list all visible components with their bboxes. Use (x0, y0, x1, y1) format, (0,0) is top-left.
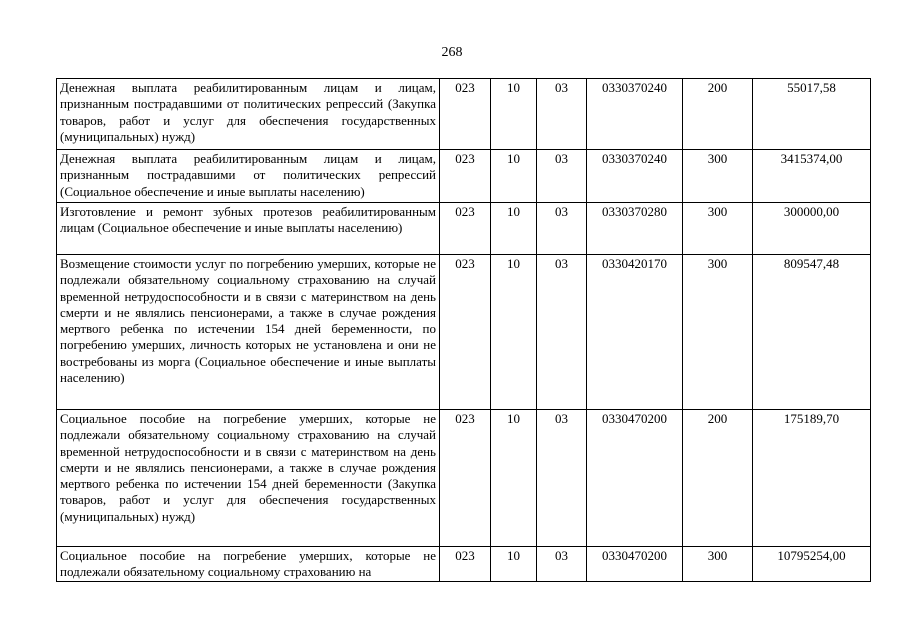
section-code: 10 (491, 203, 537, 255)
table-row (57, 203, 871, 255)
table-row (57, 79, 871, 150)
ministry-code: 023 (440, 410, 491, 547)
subsection-code: 03 (537, 547, 587, 582)
target-article-code: 0330470200 (587, 410, 683, 547)
table-row (57, 547, 871, 582)
expense-type-code: 200 (683, 79, 753, 150)
table-row (57, 150, 871, 203)
ministry-code: 023 (440, 255, 491, 410)
expense-type-code: 200 (683, 410, 753, 547)
expense-type-code: 300 (683, 150, 753, 203)
expense-type-code: 300 (683, 547, 753, 582)
subsection-code: 03 (537, 410, 587, 547)
amount-value: 809547,48 (753, 255, 871, 410)
amount-value: 10795254,00 (753, 547, 871, 582)
subsection-code: 03 (537, 79, 587, 150)
target-article-code: 0330420170 (587, 255, 683, 410)
subsection-code: 03 (537, 255, 587, 410)
expense-type-code: 300 (683, 255, 753, 410)
subsection-code: 03 (537, 203, 587, 255)
amount-value: 300000,00 (753, 203, 871, 255)
table-row (57, 255, 871, 410)
budget-table (56, 78, 871, 582)
row-description: Социальное пособие на погребение умерших, которые не подлежали обязательному социальному страхованию на (57, 547, 440, 582)
section-code: 10 (491, 79, 537, 150)
row-description: Изготовление и ремонт зубных протезов реабилитированным лицам (Социальное обеспечение и иные выплаты населению) (57, 203, 440, 255)
expense-type-code: 300 (683, 203, 753, 255)
ministry-code: 023 (440, 203, 491, 255)
ministry-code: 023 (440, 79, 491, 150)
row-description: Денежная выплата реабилитированным лицам и лицам, признанным пострадавшими от политических репрессий (Социальное обеспечение и иные выплаты населению) (57, 150, 440, 203)
target-article-code: 0330470200 (587, 547, 683, 582)
amount-value: 175189,70 (753, 410, 871, 547)
amount-value: 3415374,00 (753, 150, 871, 203)
section-code: 10 (491, 150, 537, 203)
section-code: 10 (491, 410, 537, 547)
table-row (57, 410, 871, 547)
target-article-code: 0330370240 (587, 150, 683, 203)
row-description: Возмещение стоимости услуг по погребению умерших, которые не подлежали обязательному социальному страхованию на случай временной нетрудоспособности и в связи с материнством на день смерти и не являлись пенсионерами, а также в случае рождения мертвого ребенка по истечении 154 дней беременности, по погребению умерших, личность которых не установлена и они не востребованы из морга (Социальное обеспечение и иные выплаты населению) (57, 255, 440, 410)
target-article-code: 0330370240 (587, 79, 683, 150)
ministry-code: 023 (440, 547, 491, 582)
page-number: 268 (441, 45, 463, 60)
row-description: Денежная выплата реабилитированным лицам и лицам, признанным пострадавшими от политических репрессий (Закупка товаров, работ и услуг для обеспечения государственных (муниципальных) нужд) (57, 79, 440, 150)
target-article-code: 0330370280 (587, 203, 683, 255)
row-description: Социальное пособие на погребение умерших, которые не подлежали обязательному социальному страхованию на случай временной нетрудоспособности и в связи с материнством на день смерти и не являлись пенсионерами, а также в случае рождения мертвого ребенка по истечении 154 дней беременности (Закупка товаров, работ и услуг для обеспечения государственных (муниципальных) нужд) (57, 410, 440, 547)
amount-value: 55017,58 (753, 79, 871, 150)
ministry-code: 023 (440, 150, 491, 203)
section-code: 10 (491, 255, 537, 410)
subsection-code: 03 (537, 150, 587, 203)
section-code: 10 (491, 547, 537, 582)
